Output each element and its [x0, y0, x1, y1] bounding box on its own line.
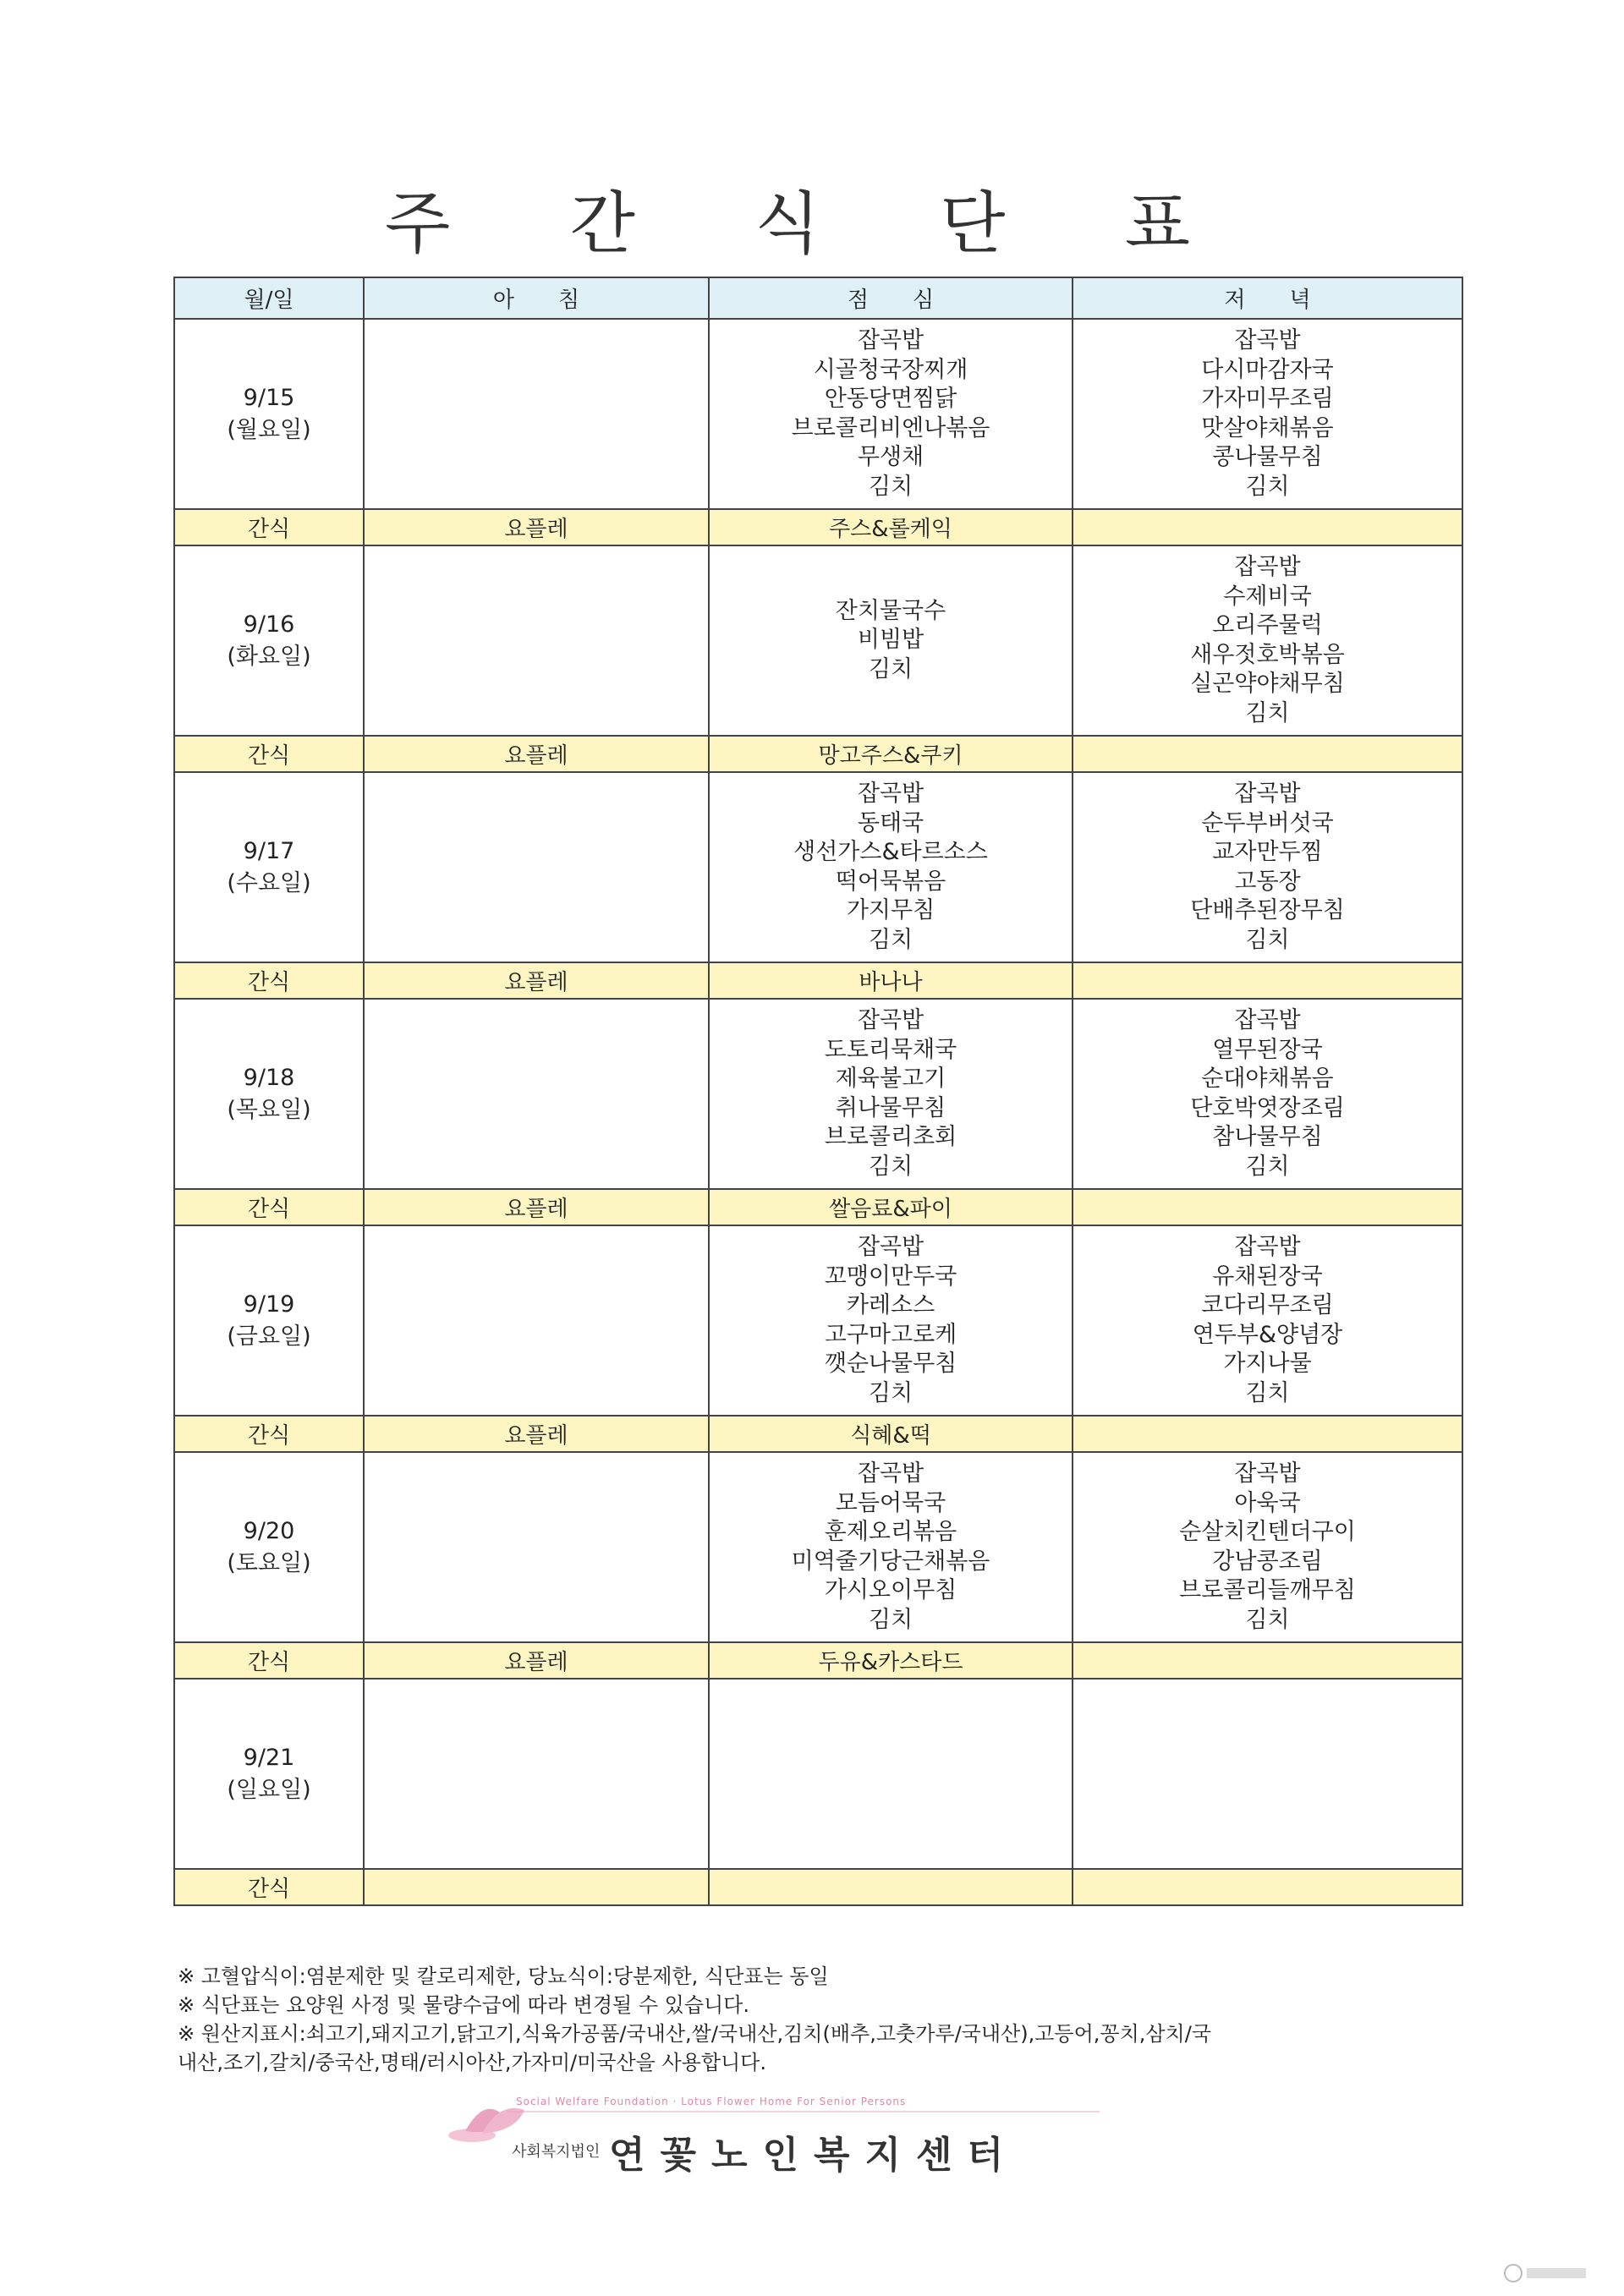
lunch-cell — [709, 1225, 1073, 1416]
dish-item: 모듬어묵국 — [835, 1489, 946, 1516]
dish-item: 김치 — [868, 1606, 914, 1633]
dish-item: 도토리묵채국 — [824, 1036, 957, 1063]
dish-item: 미역줄기당근채볶음 — [791, 1548, 990, 1575]
note-line: ※ 고혈압식이:염분제한 및 칼로리제한, 당뇨식이:당분제한, 식단표는 동일 — [178, 1964, 829, 1988]
dish-item: 잔치물국수 — [835, 597, 946, 624]
dish-item: 비빔밥 — [857, 627, 924, 654]
dish-item: 가시오이무침 — [824, 1577, 957, 1603]
date-label: 9/16 — [243, 611, 295, 638]
dish-item: 가지무침 — [846, 897, 935, 923]
logo-english-text: Social Welfare Foundation · Lotus Flower Home For Senior Persons — [516, 2096, 907, 2107]
dish-item: 코다리무조림 — [1201, 1292, 1334, 1318]
snack-item: 식혜&떡 — [850, 1423, 931, 1449]
dish-item: 카레소스 — [846, 1292, 935, 1318]
dish-item: 브로콜리들깨무침 — [1179, 1577, 1356, 1603]
dish-item: 떡어묵볶음 — [835, 868, 946, 895]
dinner-cell — [1073, 772, 1462, 962]
dish-item: 강남콩조림 — [1212, 1548, 1323, 1575]
breakfast-cell — [364, 545, 709, 736]
dish-item: 순두부버섯국 — [1201, 809, 1334, 836]
dinner-cell — [1073, 1225, 1462, 1416]
weekday-label: (금요일) — [227, 1323, 311, 1350]
snack-dinner-cell — [1073, 962, 1462, 999]
dish-item: 생선가스&타르소스 — [793, 839, 988, 865]
date-cell — [174, 1452, 364, 1642]
page-title: 주 간 식 단 표 — [384, 184, 1240, 263]
snack-dinner-cell — [1073, 509, 1462, 545]
dish-item: 김치 — [868, 655, 914, 682]
snack-breakfast-cell — [364, 509, 709, 545]
dish-item: 김치 — [868, 1153, 914, 1180]
dish-item: 유채된장국 — [1212, 1263, 1323, 1290]
dish-item: 잡곡밥 — [1234, 781, 1301, 807]
dish-item: 새우젓호박볶음 — [1190, 641, 1345, 668]
header-lunch: 점 심 — [709, 277, 1073, 319]
dish-item: 가자미무조림 — [1201, 386, 1334, 412]
snack-lunch-cell — [709, 1642, 1073, 1679]
dinner-cell — [1073, 545, 1462, 736]
day-row — [174, 1225, 1462, 1416]
date-label: 9/21 — [243, 1744, 295, 1771]
date-cell — [174, 319, 364, 509]
snack-item: 요플레 — [504, 1423, 568, 1449]
dish-item: 제육불고기 — [835, 1066, 946, 1092]
day-row — [174, 1679, 1462, 1869]
snack-row — [174, 1189, 1462, 1225]
snack-item: 망고주스&쿠키 — [818, 743, 963, 769]
breakfast-cell — [364, 999, 709, 1189]
snack-label-cell — [174, 1189, 364, 1225]
date-label: 9/19 — [243, 1290, 295, 1318]
date-cell — [174, 772, 364, 962]
snack-item: 요플레 — [504, 1650, 568, 1675]
dish-item: 콩나물무침 — [1212, 444, 1323, 470]
snack-label: 간식 — [247, 743, 291, 769]
dish-item: 안동당면찜닭 — [824, 386, 957, 412]
dish-item: 교자만두찜 — [1212, 839, 1323, 865]
dish-item: 잡곡밥 — [1234, 1234, 1301, 1260]
snack-dinner-cell — [1073, 736, 1462, 772]
header-dinner: 저 녁 — [1073, 277, 1462, 319]
lunch-cell — [709, 319, 1073, 509]
dish-item: 잡곡밥 — [857, 1007, 924, 1033]
snack-label: 간식 — [247, 1423, 291, 1449]
lunch-cell — [709, 1679, 1073, 1869]
weekday-label: (목요일) — [227, 1096, 311, 1123]
snack-item: 바나나 — [859, 970, 923, 995]
day-row — [174, 319, 1462, 509]
weekday-label: (일요일) — [227, 1776, 311, 1803]
snack-item: 요플레 — [504, 743, 568, 769]
snack-item: 두유&카스타드 — [818, 1650, 963, 1675]
corner-stamp-icon — [1501, 2256, 1594, 2290]
snack-label-cell — [174, 1869, 364, 1905]
snack-dinner-cell — [1073, 1416, 1462, 1452]
dish-item: 고구마고로케 — [824, 1321, 957, 1348]
snack-breakfast-cell — [364, 1642, 709, 1679]
dish-item: 브로콜리초회 — [824, 1124, 957, 1150]
snack-row — [174, 736, 1462, 772]
dish-item: 잡곡밥 — [1234, 1007, 1301, 1033]
date-cell — [174, 1679, 364, 1869]
dish-item: 김치 — [1245, 1379, 1290, 1406]
logo-org-name: 연꽃노인복지센터 — [609, 2134, 1019, 2177]
dish-item: 훈제오리볶음 — [824, 1519, 957, 1545]
dish-item: 김치 — [868, 1379, 914, 1406]
snack-label: 간식 — [247, 1877, 291, 1902]
header-date: 월/일 — [174, 277, 364, 319]
dish-item: 꼬맹이만두국 — [824, 1263, 957, 1290]
breakfast-cell — [364, 1679, 709, 1869]
breakfast-cell — [364, 1225, 709, 1416]
note-line: ※ 식단표는 요양원 사정 및 물량수급에 따라 변경될 수 있습니다. — [178, 1993, 749, 2017]
dish-item: 김치 — [1245, 1606, 1290, 1633]
dish-item: 김치 — [868, 926, 914, 953]
snack-dinner-cell — [1073, 1642, 1462, 1679]
dish-item: 브로콜리비엔나볶음 — [791, 414, 990, 441]
snack-dinner-cell — [1073, 1869, 1462, 1905]
logo-org-type: 사회복지법인 — [512, 2143, 601, 2161]
snack-lunch-cell — [709, 509, 1073, 545]
dish-item: 잡곡밥 — [857, 1234, 924, 1260]
dish-item: 열무된장국 — [1212, 1036, 1323, 1063]
date-label: 9/18 — [243, 1064, 295, 1091]
dish-item: 시골청국장찌개 — [813, 356, 968, 383]
snack-item: 요플레 — [504, 970, 568, 995]
dish-item: 다시마감자국 — [1201, 356, 1334, 383]
dish-item: 무생채 — [857, 444, 924, 470]
dish-item: 잡곡밥 — [1234, 554, 1301, 580]
dish-item: 깻순나물무침 — [824, 1351, 957, 1377]
snack-label-cell — [174, 509, 364, 545]
dish-item: 가지나물 — [1223, 1351, 1312, 1377]
day-row — [174, 999, 1462, 1189]
menu-table-body — [174, 277, 1462, 1905]
snack-row — [174, 509, 1462, 545]
snack-breakfast-cell — [364, 736, 709, 772]
snack-breakfast-cell — [364, 1416, 709, 1452]
dish-item: 김치 — [1245, 1153, 1290, 1180]
dish-item: 맛살야채볶음 — [1201, 414, 1334, 441]
day-row — [174, 772, 1462, 962]
snack-row — [174, 1642, 1462, 1679]
table-header-row — [174, 277, 1462, 319]
dish-item: 수제비국 — [1223, 583, 1312, 610]
snack-lunch-cell — [709, 1869, 1073, 1905]
dish-item: 단배추된장무침 — [1190, 897, 1345, 923]
date-label: 9/15 — [243, 384, 295, 411]
snack-lunch-cell — [709, 736, 1073, 772]
dish-item: 단호박엿장조림 — [1190, 1094, 1345, 1121]
notes — [178, 1962, 1446, 2077]
dinner-cell — [1073, 1452, 1462, 1642]
weekday-label: (수요일) — [227, 869, 311, 896]
dish-item: 오리주물럭 — [1212, 612, 1323, 638]
weekly-menu-table — [173, 277, 1463, 1906]
dish-item: 잡곡밥 — [1234, 1460, 1301, 1487]
date-label: 9/17 — [243, 837, 295, 864]
dish-item: 잡곡밥 — [857, 781, 924, 807]
snack-dinner-cell — [1073, 1189, 1462, 1225]
dish-item: 김치 — [868, 473, 914, 500]
dinner-cell — [1073, 319, 1462, 509]
dish-item: 김치 — [1245, 473, 1290, 500]
snack-label: 간식 — [247, 1650, 291, 1675]
dinner-cell — [1073, 999, 1462, 1189]
snack-label-cell — [174, 736, 364, 772]
dish-item: 취나물무침 — [835, 1094, 946, 1121]
snack-label: 간식 — [247, 1197, 291, 1222]
snack-breakfast-cell — [364, 962, 709, 999]
weekday-label: (월요일) — [227, 416, 311, 443]
breakfast-cell — [364, 1452, 709, 1642]
dinner-cell — [1073, 1679, 1462, 1869]
lunch-cell — [709, 1452, 1073, 1642]
snack-item: 주스&롤케익 — [829, 517, 952, 542]
dish-item: 순대야채볶음 — [1201, 1066, 1334, 1092]
snack-lunch-cell — [709, 1189, 1073, 1225]
weekday-label: (화요일) — [227, 643, 311, 670]
dish-item: 참나물무침 — [1212, 1124, 1323, 1150]
day-row — [174, 545, 1462, 736]
snack-lunch-cell — [709, 962, 1073, 999]
date-label: 9/20 — [243, 1517, 295, 1544]
snack-item: 요플레 — [504, 1197, 568, 1222]
dish-item: 고동장 — [1234, 868, 1301, 895]
dish-item: 실곤약야채무침 — [1190, 671, 1345, 697]
snack-item: 쌀음료&파이 — [829, 1197, 952, 1222]
snack-label: 간식 — [247, 970, 291, 995]
lunch-cell — [709, 545, 1073, 736]
note-line: ※ 원산지표시:쇠고기,돼지고기,닭고기,식육가공품/국내산,쌀/국내산,김치(배추,고춧가루/국내산),고등어,꽁치,삼치/국 — [178, 2022, 1212, 2046]
snack-breakfast-cell — [364, 1189, 709, 1225]
day-row — [174, 1452, 1462, 1642]
dish-item: 순살치킨텐더구이 — [1179, 1519, 1356, 1545]
snack-lunch-cell — [709, 1416, 1073, 1452]
lunch-cell — [709, 772, 1073, 962]
note-line: 내산,조기,갈치/중국산,명태/러시아산,가자미/미국산을 사용합니다. — [178, 2051, 766, 2074]
date-cell — [174, 545, 364, 736]
snack-row — [174, 1416, 1462, 1452]
dish-item: 잡곡밥 — [1234, 327, 1301, 353]
snack-label-cell — [174, 1642, 364, 1679]
dish-item: 연두부&양념장 — [1192, 1321, 1343, 1348]
header-breakfast: 아 침 — [364, 277, 709, 319]
breakfast-cell — [364, 319, 709, 509]
dish-item: 아욱국 — [1234, 1489, 1301, 1516]
dish-item: 김치 — [1245, 926, 1290, 953]
snack-label: 간식 — [247, 517, 291, 542]
dish-item: 잡곡밥 — [857, 1460, 924, 1487]
snack-breakfast-cell — [364, 1869, 709, 1905]
dish-item: 김치 — [1245, 699, 1290, 726]
snack-item: 요플레 — [504, 517, 568, 542]
snack-row — [174, 1869, 1462, 1905]
snack-row — [174, 962, 1462, 999]
breakfast-cell — [364, 772, 709, 962]
snack-label-cell — [174, 962, 364, 999]
date-cell — [174, 999, 364, 1189]
lunch-cell — [709, 999, 1073, 1189]
dish-item: 잡곡밥 — [857, 327, 924, 353]
weekday-label: (토요일) — [227, 1549, 311, 1576]
date-cell — [174, 1225, 364, 1416]
snack-label-cell — [174, 1416, 364, 1452]
dish-item: 동태국 — [857, 809, 924, 836]
